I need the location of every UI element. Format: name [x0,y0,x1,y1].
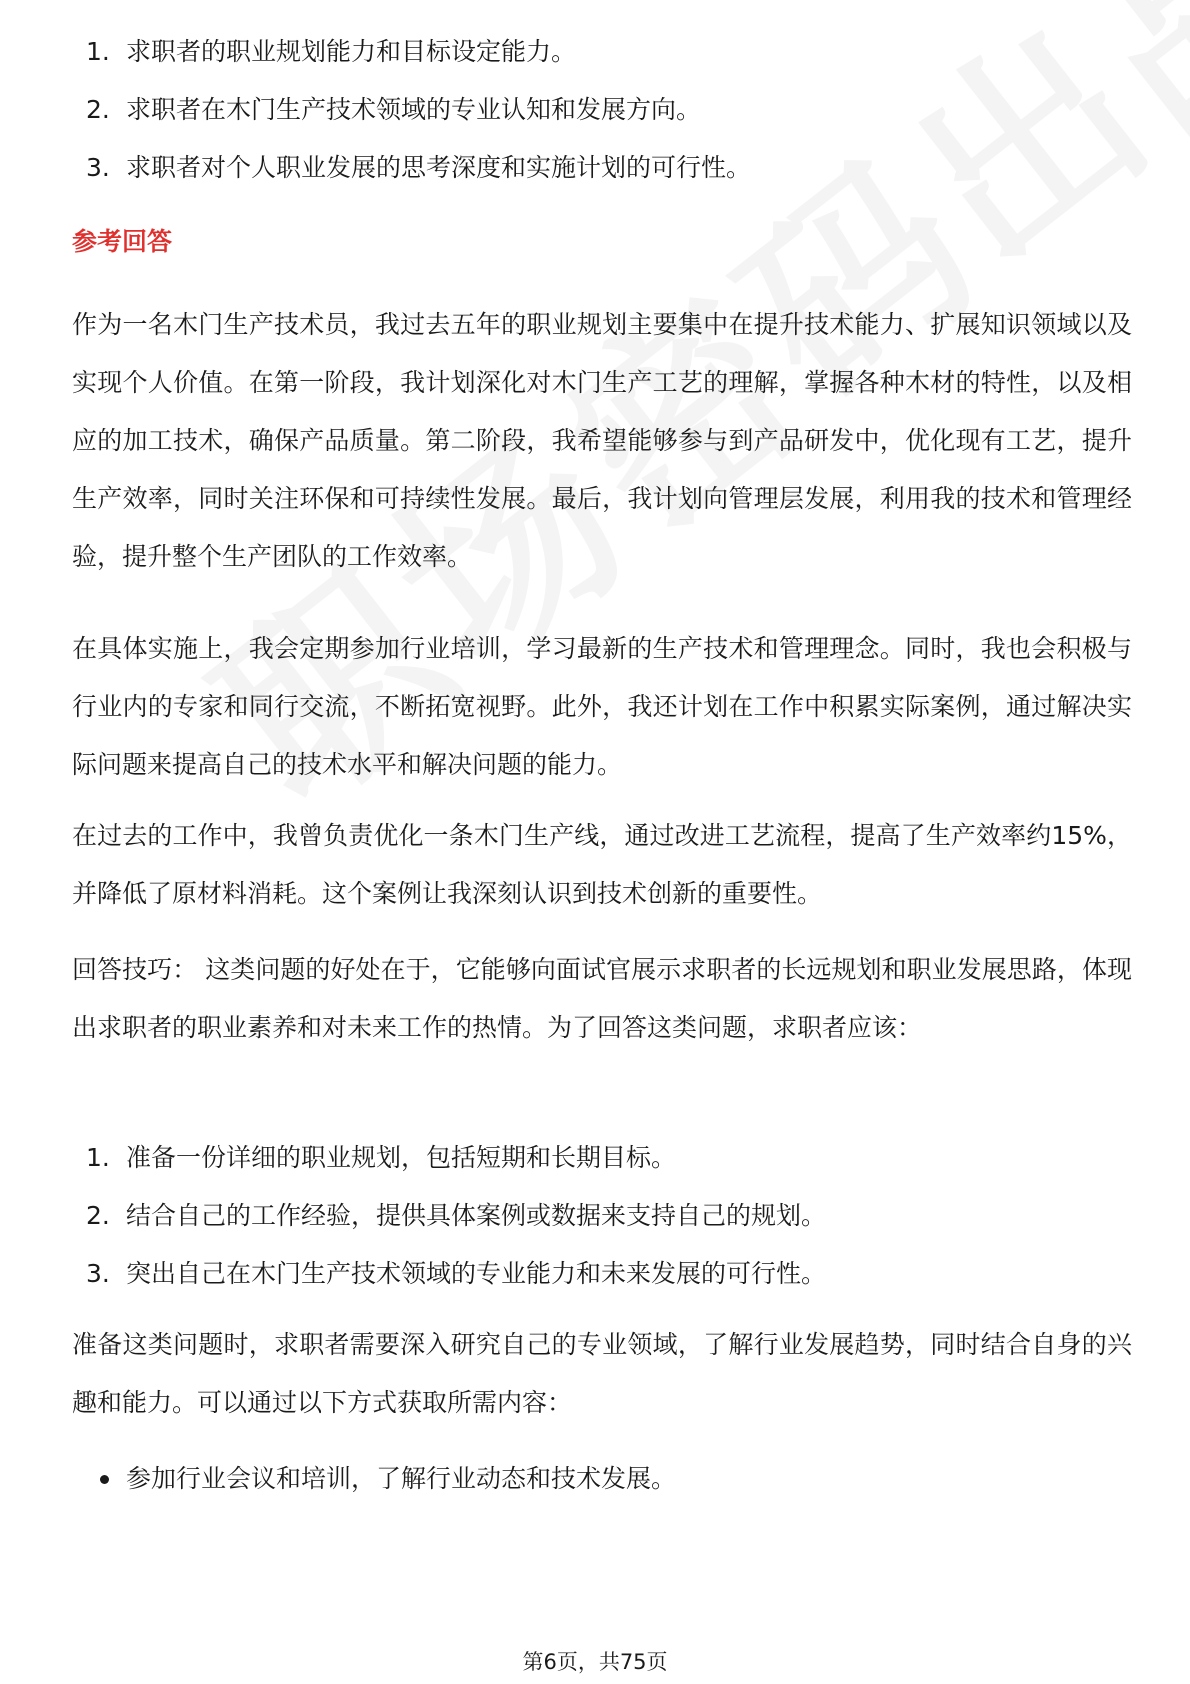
paragraph-career-plan: 作为一名木门生产技术员，我过去五年的职业规划主要集中在提升技术能力、扩展知识领域以及实现个人价值。在第一阶段，我计划深化对木门生产工艺的理解，掌握各种木材的特性，以及相应的加工技术，确保产品质量。第二阶段，我希望能够参与到产品研发中，优化现有工艺，提升生产效率，同时关注环保和可持续性发展。最后，我计划向管理层发展，利用我的技术和管理经验，提升整个生产团队的工作效率。 [72,310,1132,571]
list-item [72,1129,826,1187]
paragraph-answer-tips: 回答技巧： 这类问题的好处在于，它能够向面试官展示求职者的长远规划和职业发展思路，体现出求职者的职业素养和对未来工作的热情。为了回答这类问题，求职者应该： [72,955,1132,1042]
paragraph-implementation: 在具体实施上，我会定期参加行业培训，学习最新的生产技术和管理理念。同时，我也会积极与行业内的专家和同行交流，不断拓宽视野。此外，我还计划在工作中积累实际案例，通过解决实际问题来提高自己的技术水平和解决问题的能力。 [72,634,1132,779]
page-number: 第6页，共75页 [522,1650,668,1674]
list-item-text: 准备一份详细的职业规划，包括短期和长期目标。 [126,1143,677,1172]
list-item-text: 突出自己在木门生产技术领域的专业能力和未来发展的可行性。 [126,1259,827,1288]
list-item-number: 3. [86,153,110,182]
list-item-number: 2. [86,1201,110,1230]
evaluation-points-list [72,23,751,197]
paragraph-preparation: 准备这类问题时，求职者需要深入研究自己的专业领域，了解行业发展趋势，同时结合自身的兴趣和能力。可以通过以下方式获取所需内容： [72,1330,1132,1417]
list-item-text: 求职者在木门生产技术领域的专业认知和发展方向。 [126,95,702,124]
list-item-number: 2. [86,95,110,124]
section-heading: 参考回答 [72,227,173,256]
list-item-text: 求职者对个人职业发展的思考深度和实施计划的可行性。 [126,153,752,182]
tips-list [72,1129,826,1303]
list-item [72,23,751,81]
list-item [72,1450,676,1508]
paragraph-case: 在过去的工作中，我曾负责优化一条木门生产线，通过改进工艺流程，提高了生产效率约15%，并降低了原材料消耗。这个案例让我深刻认识到技术创新的重要性。 [72,821,1132,908]
list-item-text: 求职者的职业规划能力和目标设定能力。 [126,37,577,66]
list-item [72,81,751,139]
list-item [72,1245,826,1303]
list-item-text: 结合自己的工作经验，提供具体案例或数据来支持自己的规划。 [126,1201,827,1230]
bullet-dot-icon [100,1475,109,1484]
list-item-number: 3. [86,1259,110,1288]
list-item-number: 1. [86,1143,110,1172]
list-item [72,139,751,197]
list-item-number: 1. [86,37,110,66]
bullet-list [72,1450,676,1508]
list-item-text: 参加行业会议和培训，了解行业动态和技术发展。 [126,1464,677,1493]
list-item [72,1187,826,1245]
